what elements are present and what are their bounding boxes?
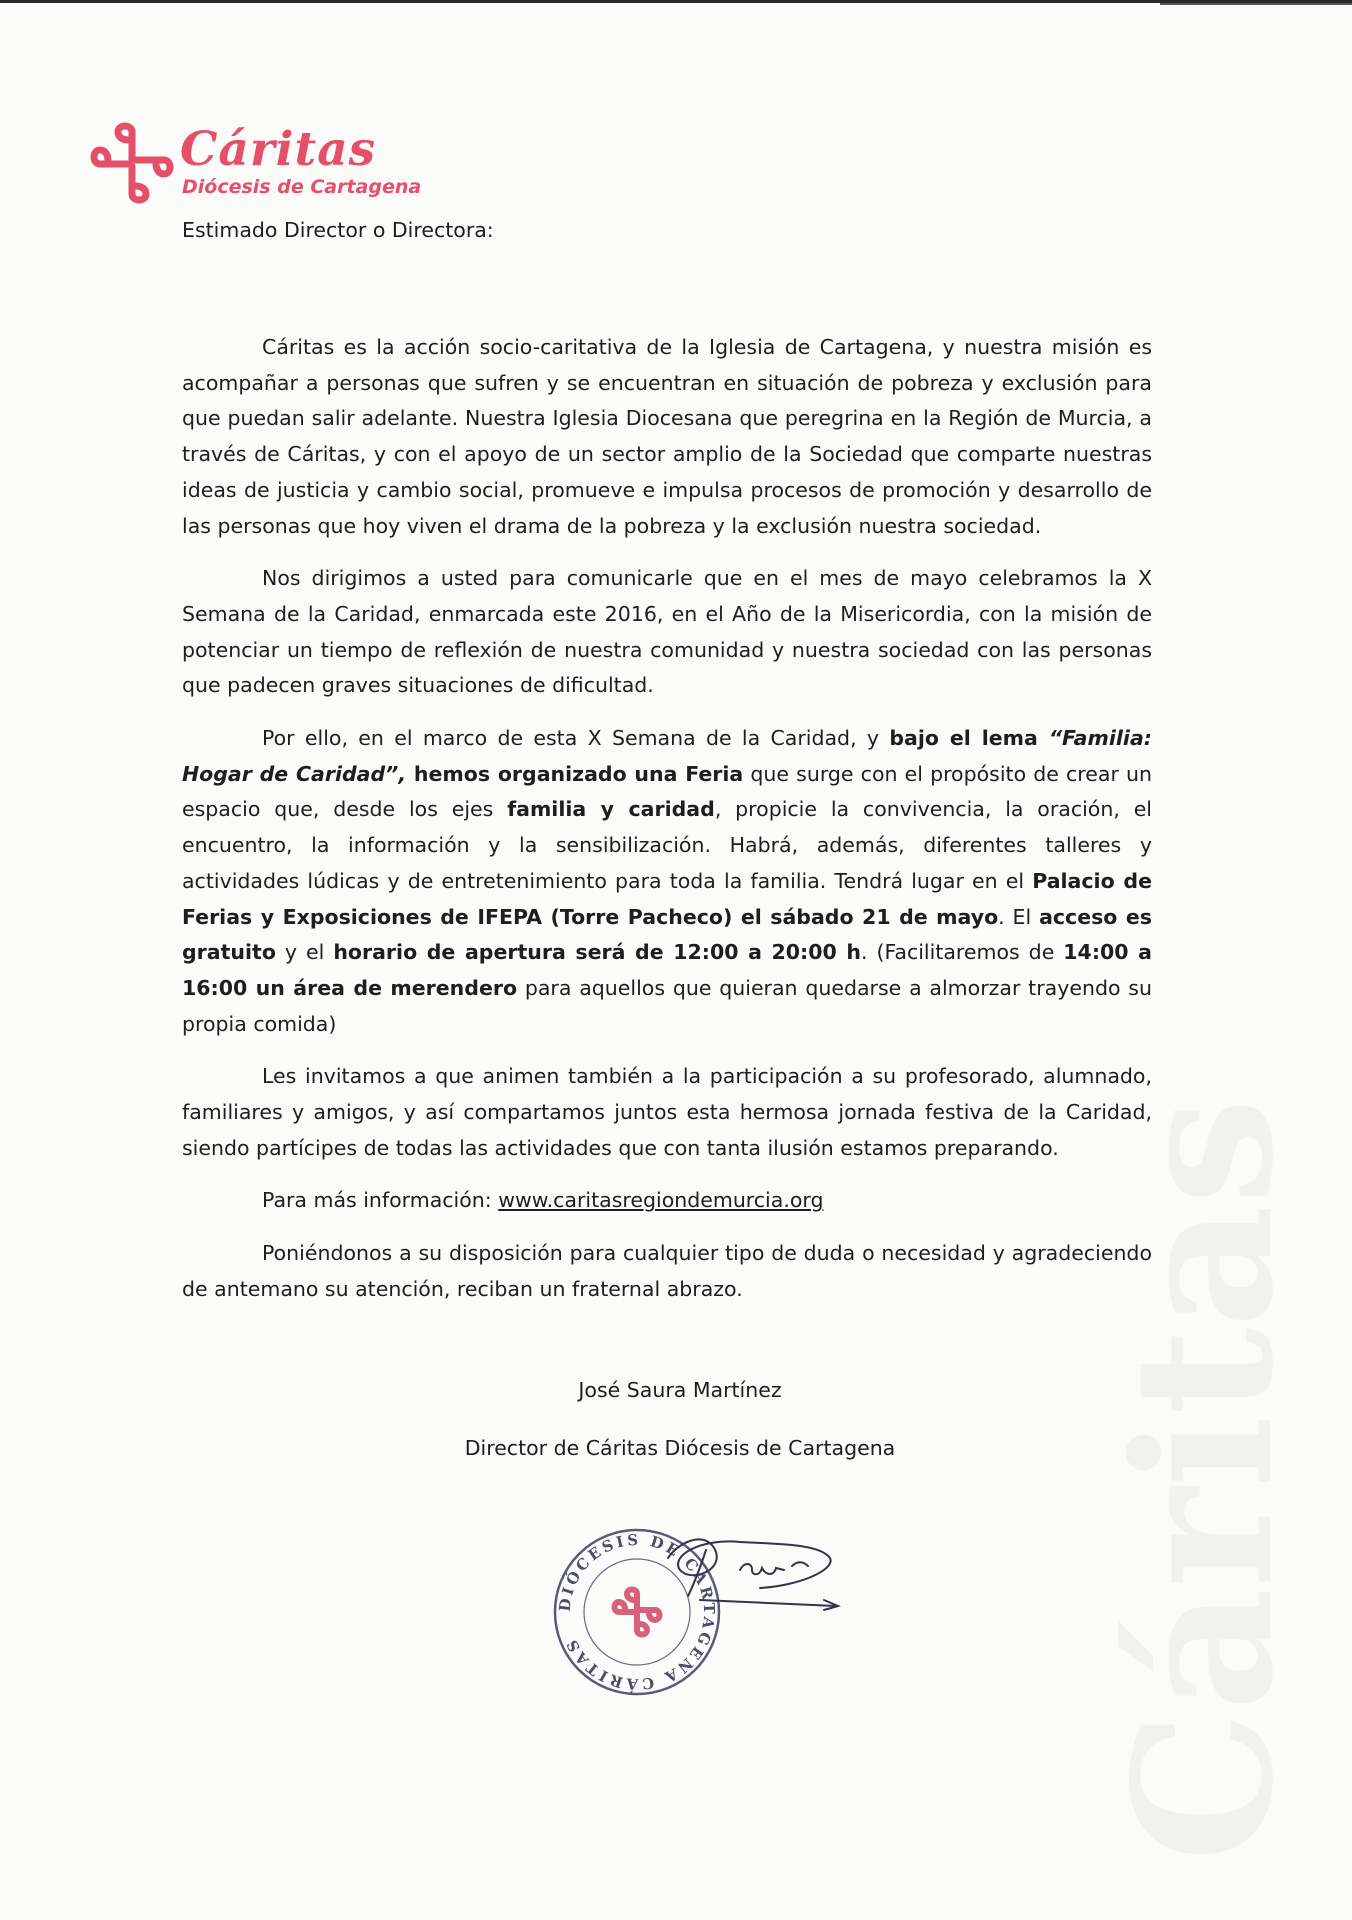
paragraph-more-info — [182, 1183, 1152, 1219]
official-stamp-and-signature — [530, 1500, 860, 1715]
bold-span: familia y caridad — [507, 797, 715, 822]
text-span: para aquellos que quieran quedarse a almorzar trayendo su propia comida) — [182, 975, 1152, 1036]
stamp-cross-icon — [615, 1590, 660, 1635]
bold-span: bajo el lema — [889, 726, 1049, 751]
text-span: Por ello, en el marco de esta X Semana de la Caridad, y — [262, 726, 890, 751]
paragraph-closing: Poniéndonos a su disposición para cualquier tipo de duda o necesidad y agradeciendo de antemano su atención, reciban un fraternal abrazo. — [182, 1241, 1152, 1301]
signer-name: José Saura Martínez — [578, 1378, 782, 1402]
text-span: y el — [275, 940, 334, 965]
org-name: Cáritas — [180, 122, 377, 177]
stamp-ring-text: DIÓCESIS DE CARTAGENA CÁRITAS — [555, 1530, 719, 1694]
text-span: . (Facilitaremos de — [860, 940, 1064, 965]
event-venue-date: Palacio de Ferias y Exposiciones de IFEPA (Torre Pacheco) el sábado 21 de mayo — [182, 868, 1152, 929]
free-access: acceso es gratuito — [182, 904, 1152, 965]
more-info-label: Para más información: — [262, 1188, 499, 1213]
text-span: . El — [998, 904, 1040, 929]
text-span: , propicie la convivencia, la oración, el encuentro, la información y la sensibilización. Habrá, además, diferentes talleres y actividades lúdicas y de entretenimiento para toda la familia. Tendrá lugar en el — [182, 797, 1152, 893]
paragraph-announcement: Nos dirigimos a usted para comunicarle que en el mes de mayo celebramos la X Semana de la Caridad, enmarcada este 2016, en el Año de la Misericordia, con la misión de potenciar un tiempo de reflexión de nuestra comunidad y nuestra sociedad con las personas que padecen graves situaciones de dificultad. — [182, 566, 1152, 698]
event-motto: “Familia: Hogar de Caridad”, — [182, 726, 1152, 786]
paragraph-invitation: Les invitamos a que animen también a la participación a su profesorado, alumnado, familiares y amigos, y así compartamos juntos esta hermosa jornada festiva de la Caridad, siendo partícipes de todas las actividades que con tanta ilusión estamos preparando. — [182, 1064, 1152, 1160]
watermark-text: Cáritas — [1092, 1097, 1315, 1863]
picnic-area: 14:00 a 16:00 un área de merendero — [182, 940, 1152, 1000]
bold-span: hemos organizado una Feria — [406, 761, 744, 786]
opening-hours: horario de apertura será de 12:00 a 20:00 h — [333, 940, 861, 965]
website-link[interactable]: www.caritasregiondemurcia.org — [498, 1188, 824, 1213]
scan-top-edge — [0, 0, 1352, 3]
caritas-cross-icon — [88, 120, 176, 205]
letter-body — [182, 330, 1152, 1325]
text-span: que surge con el propósito de crear un espacio que, desde los ejes — [182, 761, 1152, 822]
paragraph-mission: Cáritas es la acción socio-caritativa de la Iglesia de Cartagena, y nuestra misión es acompañar a personas que sufren y se encuentran en situación de pobreza y exclusión para que puedan salir adelante. Nuestra Iglesia Diocesana que peregrina en la Región de Murcia, a través de Cáritas, y con el apoyo de un sector amplio de la Sociedad que comparte nuestras ideas de justicia y cambio social, promueve e impulsa procesos de promoción y desarrollo de las personas que hoy viven el drama de la pobreza y la exclusión nuestra sociedad. — [182, 335, 1152, 538]
scan-top-edge-mark — [1160, 3, 1352, 5]
paragraph-event-details — [182, 721, 1152, 1042]
signer-role: Director de Cáritas Diócesis de Cartagena — [464, 1436, 896, 1460]
caritas-logo — [88, 120, 468, 205]
org-subtitle: Diócesis de Cartagena — [182, 176, 422, 198]
handwritten-signature — [668, 1539, 838, 1610]
salutation: Estimado Director o Directora: — [182, 218, 494, 242]
caritas-watermark — [1092, 1040, 1340, 1920]
